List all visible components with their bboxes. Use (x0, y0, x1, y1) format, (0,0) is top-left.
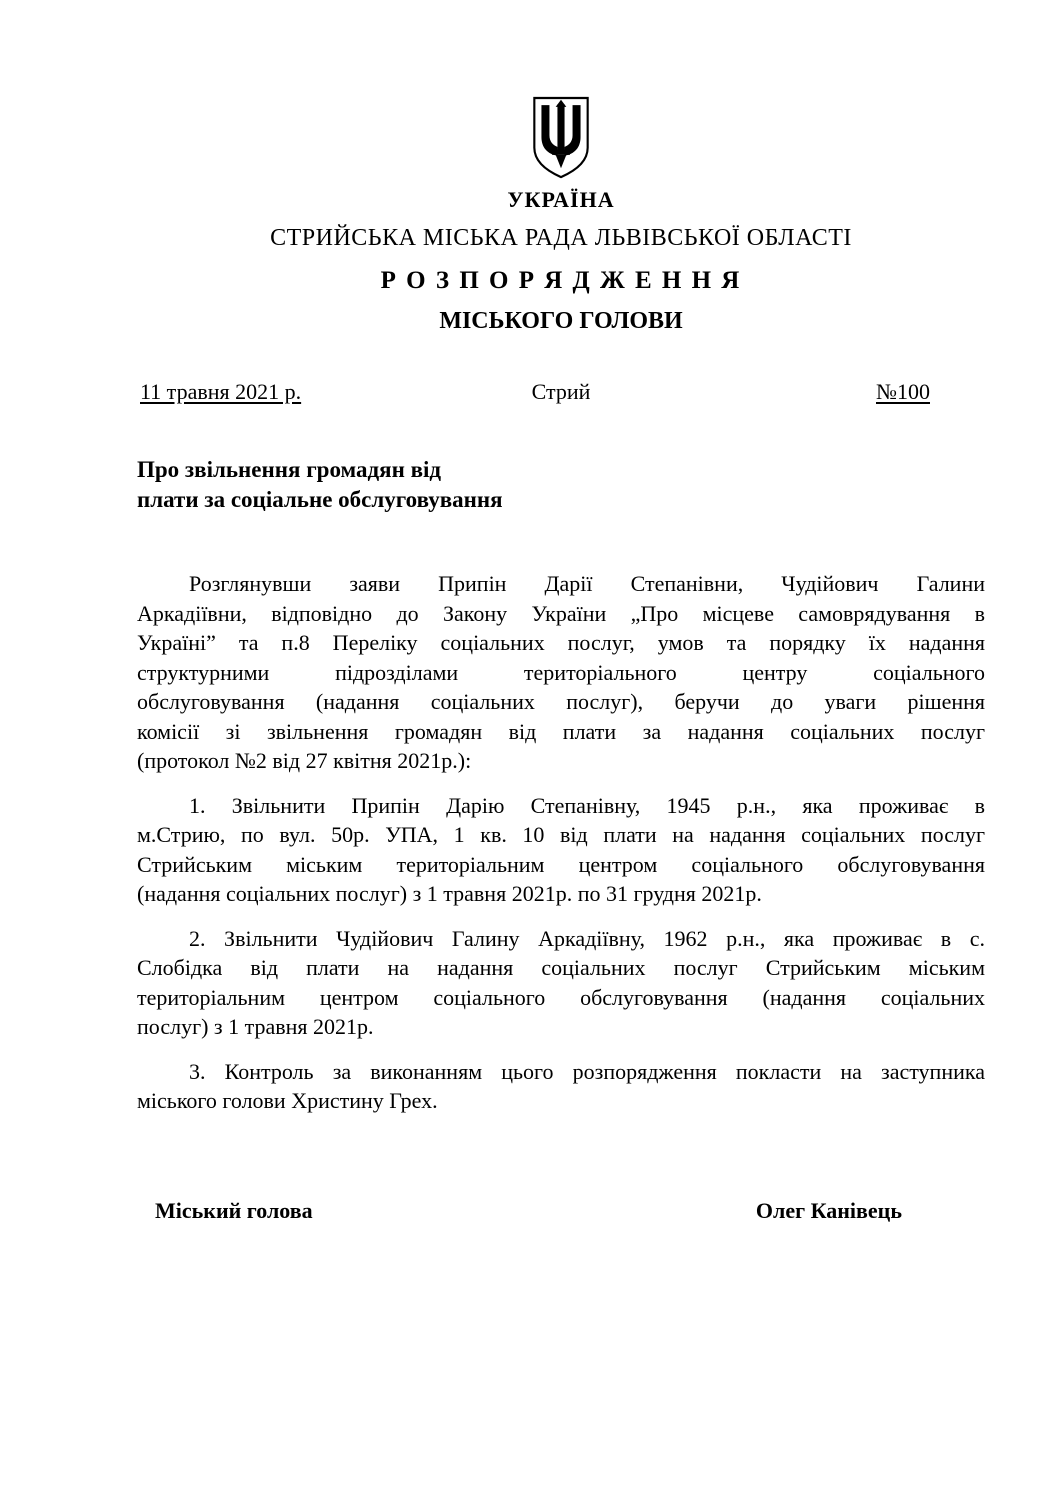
signer-name: Олег Канівець (755, 1197, 902, 1223)
paragraph-line: (протокол №2 від 27 квітня 2021р.): (137, 748, 472, 773)
document-city: Стрий (531, 379, 591, 404)
paragraph-line: структурними підрозділами територіального центру соціального (137, 659, 985, 685)
document-subtype-title: МІСЬКОГО ГОЛОВИ (439, 308, 683, 334)
subject-block (137, 455, 985, 515)
paragraph (137, 791, 985, 909)
paragraph (137, 924, 985, 1042)
paragraph-line: Україні” та п.8 Переліку соціальних послуг, умов та порядку їх надання (137, 630, 985, 655)
paragraph (137, 1057, 985, 1116)
paragraph-line: Слобідка від плати на надання соціальних послуг Стрийським міським (137, 955, 985, 980)
document-body (137, 569, 985, 1116)
paragraph-line: 1. Звільнити Припін Дарію Степанівну, 1945 р.н., яка проживає в (189, 792, 985, 818)
paragraph-line: (надання соціальних послуг) з 1 травня 2021р. по 31 грудня 2021р. (137, 881, 762, 906)
document-date: 11 травня 2021 р. (140, 379, 302, 404)
subject-line-1: Про звільнення громадян від (137, 457, 442, 482)
meta-row (137, 379, 985, 409)
document-type-title: Р О З П О Р Я Д Ж Е Н Н Я (380, 267, 742, 294)
coat-of-arms (137, 96, 985, 180)
paragraph-line: обслуговування (надання соціальних послуг), беручи до уваги рішення (137, 689, 985, 714)
paragraph-line: міського голови Христину Грех. (137, 1088, 438, 1113)
signer-title: Міський голова (155, 1197, 313, 1223)
paragraph-line: 3. Контроль за виконанням цього розпорядження покласти на заступника (189, 1058, 985, 1084)
paragraph-line: м.Стрию, по вул. 50р. УПА, 1 кв. 10 від плати на надання соціальних послуг (137, 822, 985, 847)
paragraph-line: комісії зі звільнення громадян від плати за надання соціальних послуг (137, 718, 985, 744)
trident-icon (529, 96, 593, 180)
paragraph-line: послуг) з 1 травня 2021р. (137, 1014, 374, 1039)
country-title: УКРАЇНА (507, 187, 615, 212)
council-title: СТРИЙСЬКА МІСЬКА РАДА ЛЬВІВСЬКОЇ ОБЛАСТІ (270, 225, 852, 251)
paragraph (137, 569, 985, 776)
paragraph-line: Стрийським міським територіальним центром соціального обслуговування (137, 851, 985, 877)
paragraph-line: 2. Звільнити Чудійович Галину Аркадіївну, 1962 р.н., яка проживає в с. (189, 925, 985, 951)
signature-row (137, 1198, 985, 1228)
document-number: №100 (876, 379, 930, 404)
paragraph-line: Аркадіївни, відповідно до Закону України „Про місцеве самоврядування в (137, 600, 985, 626)
paragraph-line: територіальним центром соціального обслуговування (надання соціальних (137, 984, 985, 1010)
subject-line-2: плати за соціальне обслуговування (137, 487, 503, 512)
paragraph-line: Розглянувши заяви Припін Дарії Степанівни, Чудійович Галини (189, 571, 985, 596)
